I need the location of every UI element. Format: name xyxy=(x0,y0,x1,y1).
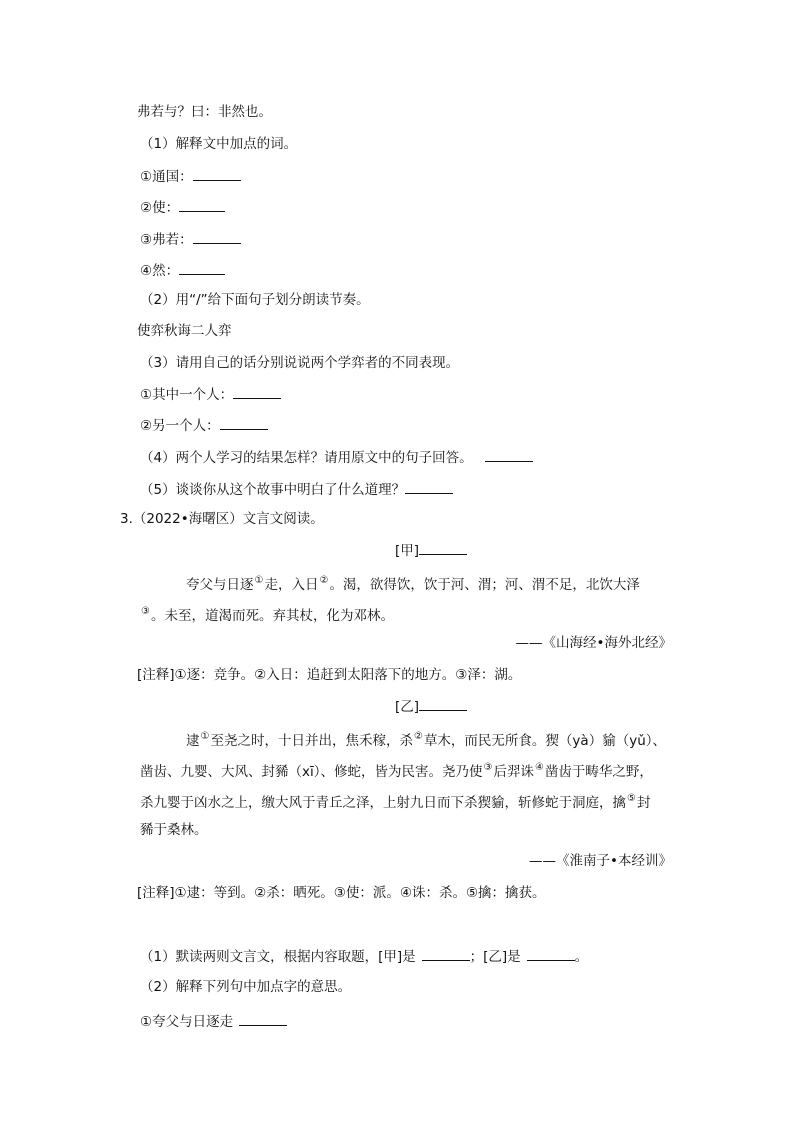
question-text: （5）谈谈你从这个故事中明白了什么道理？ xyxy=(140,482,406,498)
answer-item-person-2 xyxy=(140,415,268,436)
answer-blank-jia[interactable] xyxy=(422,946,470,961)
passage-yi-line-2 xyxy=(140,758,653,782)
passage-text: 杀九婴于凶水之上，缴大风于青丘之泽，上射九日而下杀猰貐，斩修蛇于洞庭，擒 xyxy=(140,795,626,811)
passage-text: 后羿诛 xyxy=(493,764,534,780)
passage-text: 至尧之时，十日并出，焦禾稼，杀 xyxy=(210,733,413,749)
answer-item-tongguo xyxy=(140,166,241,187)
answer-item-person-1 xyxy=(140,384,281,405)
passage-yi-line-1 xyxy=(186,727,666,751)
answer-blank[interactable] xyxy=(193,229,241,244)
passage-text: 。渴，欲得饮，饮于河、渭；河、渭不足，北饮大泽 xyxy=(329,577,640,593)
passage-jia-source: ——《山海经•海外北经》 xyxy=(515,635,672,651)
footnote-marker: ② xyxy=(319,575,329,586)
passage-label: [乙] xyxy=(395,699,420,715)
passage-jia-title xyxy=(395,540,467,561)
answer-blank[interactable] xyxy=(179,197,225,212)
answer-blank[interactable] xyxy=(220,415,268,430)
footnote-marker: ② xyxy=(413,731,423,742)
passage-yi-line-3 xyxy=(140,789,650,813)
passage-text: 凿齿于畴华之野， xyxy=(544,764,653,780)
item-label: ③弗若： xyxy=(140,232,193,248)
passage-text: 逮 xyxy=(186,733,200,749)
footnote-marker: ③ xyxy=(483,762,493,773)
footnote-marker: ④ xyxy=(534,762,544,773)
passage-jia-line-2 xyxy=(140,602,394,626)
answer-blank[interactable] xyxy=(193,166,241,181)
reading-question-2: （2）解释下列句中加点字的意思。 xyxy=(140,979,352,995)
line-fu-ruo: 弗若与？曰：非然也。 xyxy=(137,104,272,120)
passage-text: 走，入日 xyxy=(264,577,319,593)
passage-yi-source: ——《淮南子•本经训》 xyxy=(529,853,672,869)
passage-text: 草木，而民无所食。猰（yà）貐（yǔ）、 xyxy=(423,733,666,749)
question-3: （3）请用自己的话分别说说两个学弈者的不同表现。 xyxy=(140,355,460,371)
answer-blank[interactable] xyxy=(179,260,225,275)
footnote-marker: ① xyxy=(200,731,210,742)
footnote-marker: ③ xyxy=(141,606,150,617)
passage-yi-line-4: 豨于桑林。 xyxy=(140,822,208,838)
question-2-sentence: 使弈秋诲二人弈 xyxy=(137,323,232,339)
passage-text: 。未至，道渴而死。弃其杖，化为邓林。 xyxy=(150,608,394,624)
item-label: ①其中一个人： xyxy=(140,387,234,403)
answer-item-shi xyxy=(140,197,225,218)
passage-jia-line-1 xyxy=(186,571,640,595)
question-text: 。 xyxy=(574,949,589,965)
passage-jia-notes: [注释]①逐：竞争。②入日：追赶到太阳落下的地方。③泽：湖。 xyxy=(137,667,522,683)
question-text: ；[乙]是 xyxy=(469,949,521,965)
section-3-heading: 3.（2022•海曙区）文言文阅读。 xyxy=(120,511,324,527)
answer-blank[interactable] xyxy=(233,384,281,399)
item-label: ①通国： xyxy=(140,169,193,185)
passage-text: 凿齿、九婴、大风、封豨（xī）、修蛇，皆为民害。尧乃使 xyxy=(140,764,483,780)
question-text: ①夸父与日逐走 xyxy=(140,1014,234,1030)
item-label: ④然： xyxy=(140,263,180,279)
passage-yi-title xyxy=(395,696,467,717)
title-blank[interactable] xyxy=(419,540,467,555)
question-4 xyxy=(140,447,533,468)
answer-blank[interactable] xyxy=(239,1011,287,1026)
answer-blank-yi[interactable] xyxy=(527,946,575,961)
passage-yi-notes: [注释]①逮：等到。②杀：晒死。③使：派。④诛：杀。⑤擒：擒获。 xyxy=(137,885,546,901)
question-2: （2）用“/”给下面句子划分朗读节奏。 xyxy=(140,292,370,308)
title-blank[interactable] xyxy=(419,696,467,711)
question-text: （1）默读两则文言文，根据内容取题，[甲]是 xyxy=(140,949,416,965)
reading-question-2-item-1 xyxy=(140,1011,287,1032)
passage-label: [甲] xyxy=(395,543,420,559)
item-label: ②另一个人： xyxy=(140,418,220,434)
item-label: ②使： xyxy=(140,200,180,216)
passage-text: 夸父与日逐 xyxy=(186,577,254,593)
footnote-marker: ⑤ xyxy=(627,793,636,804)
answer-blank[interactable] xyxy=(485,447,533,462)
question-text: （4）两个人学习的结果怎样？请用原文中的句子回答。 xyxy=(140,450,473,466)
passage-text: 封 xyxy=(636,795,651,811)
question-5 xyxy=(140,479,453,500)
question-1: （1）解释文中加点的词。 xyxy=(140,136,298,152)
answer-item-fuoruo xyxy=(140,229,241,250)
answer-item-ran xyxy=(140,260,225,281)
footnote-marker: ① xyxy=(254,575,264,586)
reading-question-1 xyxy=(140,946,588,967)
answer-blank[interactable] xyxy=(405,479,453,494)
